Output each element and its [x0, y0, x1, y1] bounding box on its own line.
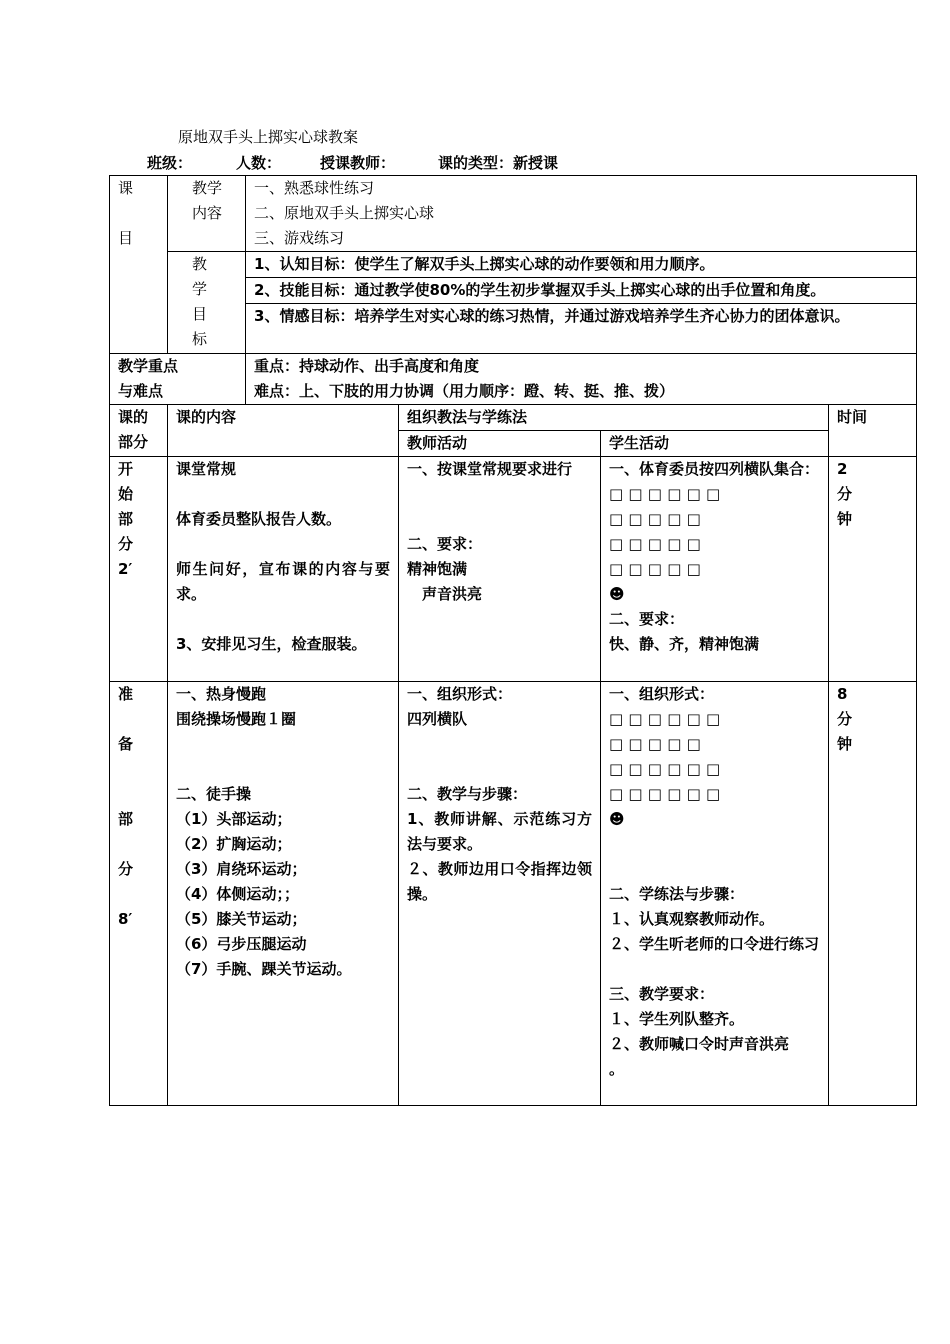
section-label-char: 课 — [118, 179, 134, 197]
prep-time-char: 8 — [837, 685, 848, 703]
prep-part-char: 部 — [118, 810, 134, 828]
prep-teacher-line: 二、教学与步骤： — [407, 785, 528, 803]
prep-content-cell — [168, 682, 399, 1106]
goal-label-char: 教 — [192, 255, 208, 273]
header-part-line: 部分 — [118, 433, 149, 451]
prep-content-line: （2）扩胸运动； — [176, 835, 292, 853]
formation-row: □ □ □ □ □ — [609, 535, 701, 553]
prep-student-line: ２、教师喊口令时声音洪亮 — [609, 1035, 790, 1053]
lesson-plan-table — [109, 175, 917, 1106]
key-points-label-cell — [110, 354, 246, 405]
goal-label-cell — [168, 252, 246, 354]
start-teacher-line: 二、要求： — [407, 535, 483, 553]
prep-student-line: 。 — [609, 1060, 625, 1078]
start-time-cell — [829, 457, 917, 682]
prep-teacher-line: 一、组织形式： — [407, 685, 513, 703]
content-label-line: 教学 — [192, 179, 223, 197]
start-teacher-cell — [399, 457, 601, 682]
goal-label-char: 目 — [192, 305, 208, 323]
start-teacher-line: 声音洪亮 — [407, 585, 483, 603]
start-content-line: 3、安排见习生，检查服装。 — [176, 635, 367, 653]
prep-part-char: 分 — [118, 860, 134, 878]
class-label: 班级： — [147, 154, 193, 172]
prep-time-char: 分 — [837, 710, 853, 728]
prep-student-line: 三、教学要求： — [609, 985, 715, 1003]
lesson-type-label: 课的类型： — [438, 154, 514, 172]
start-content-line: 师生问好，宣布课的内容与要求。 — [176, 560, 391, 603]
start-teacher-line: 精神饱满 — [407, 560, 468, 578]
prep-teacher-line: ２、教师边用口令指挥边领操。 — [407, 860, 593, 903]
start-content-cell — [168, 457, 399, 682]
prep-content-line: 围绕操场慢跑１圈 — [176, 710, 297, 728]
start-part-cell — [110, 457, 168, 682]
count-label: 人数： — [236, 154, 282, 172]
prep-content-line: （7）手腕、踝关节运动。 — [176, 960, 352, 978]
start-student-cell — [601, 457, 829, 682]
prep-part-char: 8′ — [118, 910, 133, 928]
prep-student-line: ２、学生听老师的口令进行练习 — [609, 935, 820, 953]
start-student-line: 二、要求： — [609, 610, 685, 628]
goal-label-char: 标 — [192, 330, 208, 348]
formation-row: □ □ □ □ □ □ — [609, 760, 721, 778]
section-label-cell — [110, 176, 168, 354]
prep-time-char: 钟 — [837, 735, 853, 753]
start-part-char: 2′ — [118, 560, 133, 578]
goal-affective: 3、情感目标：培养学生对实心球的练习热情，并通过游戏培养学生齐心协力的团体意识。 — [246, 304, 917, 354]
formation-row: □ □ □ □ □ — [609, 560, 701, 578]
prep-time-cell — [829, 682, 917, 1106]
prep-teacher-line: 四列横队 — [407, 710, 468, 728]
prep-student-line: 一、组织形式： — [609, 685, 715, 703]
content-item: 三、游戏练习 — [254, 229, 345, 247]
content-item: 一、熟悉球性练习 — [254, 179, 375, 197]
prep-student-cell — [601, 682, 829, 1106]
teacher-label: 授课教师： — [320, 154, 396, 172]
prep-student-line: 二、学练法与步骤： — [609, 885, 745, 903]
start-student-line: 一、体育委员按四列横队集合： — [609, 460, 820, 478]
formation-row: □ □ □ □ □ □ — [609, 785, 721, 803]
start-content-line: 课堂常规 — [176, 460, 237, 478]
key-points-label: 教学重点 — [118, 357, 179, 375]
header-content: 课的内容 — [168, 405, 399, 457]
document-title: 原地双手头上掷实心球教案 — [178, 128, 359, 146]
prep-content-line: （5）膝关节运动； — [176, 910, 307, 928]
key-points-cell — [246, 354, 917, 405]
start-part-char: 部 — [118, 510, 134, 528]
header-part-line: 课的 — [118, 408, 149, 426]
start-part-char: 开 — [118, 460, 134, 478]
prep-content-line: 一、热身慢跑 — [176, 685, 267, 703]
prep-content-line: （3）肩绕环运动； — [176, 860, 307, 878]
start-student-line: 快、静、齐，精神饱满 — [609, 635, 760, 653]
header-part — [110, 405, 168, 457]
formation-row: □ □ □ □ □ □ — [609, 485, 721, 503]
goal-skill: 2、技能目标：通过教学使80%的学生初步掌握双手头上掷实心球的出手位置和角度。 — [246, 278, 917, 304]
formation-row: □ □ □ □ □ — [609, 510, 701, 528]
teacher-position-icon: ☻ — [609, 810, 625, 828]
prep-content-line: 二、徒手操 — [176, 785, 252, 803]
lesson-type — [438, 153, 558, 173]
prep-teacher-cell — [399, 682, 601, 1106]
prep-teacher-line: 1、教师讲解、示范练习方法与要求。 — [407, 810, 593, 853]
goal-cognitive: 1、认知目标：使学生了解双手头上掷实心球的动作要领和用力顺序。 — [246, 252, 917, 278]
prep-content-line: （4）体侧运动；； — [176, 885, 299, 903]
header-time: 时间 — [829, 405, 917, 457]
start-time-char: 钟 — [837, 510, 853, 528]
start-teacher-line: 一、按课堂常规要求进行 — [407, 460, 573, 478]
start-time-char: 2 — [837, 460, 848, 478]
start-part-char: 始 — [118, 485, 134, 503]
section-label-char: 目 — [118, 229, 134, 247]
teacher-position-icon: ☻ — [609, 585, 625, 603]
start-part-char: 分 — [118, 535, 134, 553]
formation-row: □ □ □ □ □ □ — [609, 710, 721, 728]
content-label-line: 内容 — [192, 204, 223, 222]
content-items-cell — [246, 176, 917, 252]
content-item: 二、原地双手头上掷实心球 — [254, 204, 435, 222]
start-content-line: 体育委员整队报告人数。 — [176, 510, 342, 528]
goal-label-char: 学 — [192, 280, 208, 298]
header-student: 学生活动 — [601, 431, 829, 457]
key-point: 重点：持球动作、出手高度和角度 — [254, 357, 480, 375]
prep-student-line: １、学生列队整齐。 — [609, 1010, 745, 1028]
formation-row: □ □ □ □ □ — [609, 735, 701, 753]
prep-content-line: （6）弓步压腿运动 — [176, 935, 307, 953]
prep-part-cell — [110, 682, 168, 1106]
header-org: 组织教法与学练法 — [399, 405, 829, 431]
header-teacher: 教师活动 — [399, 431, 601, 457]
difficulty-point: 难点：上、下肢的用力协调（用力顺序：蹬、转、挺、推、拨） — [254, 382, 675, 400]
start-time-char: 分 — [837, 485, 853, 503]
prep-content-line: （1）头部运动； — [176, 810, 292, 828]
key-points-label: 与难点 — [118, 382, 164, 400]
lesson-type-value: 新授课 — [513, 154, 559, 172]
prep-part-char: 准 — [118, 685, 134, 703]
prep-part-char: 备 — [118, 735, 134, 753]
prep-student-line: １、认真观察教师动作。 — [609, 910, 775, 928]
content-label-cell — [168, 176, 246, 252]
